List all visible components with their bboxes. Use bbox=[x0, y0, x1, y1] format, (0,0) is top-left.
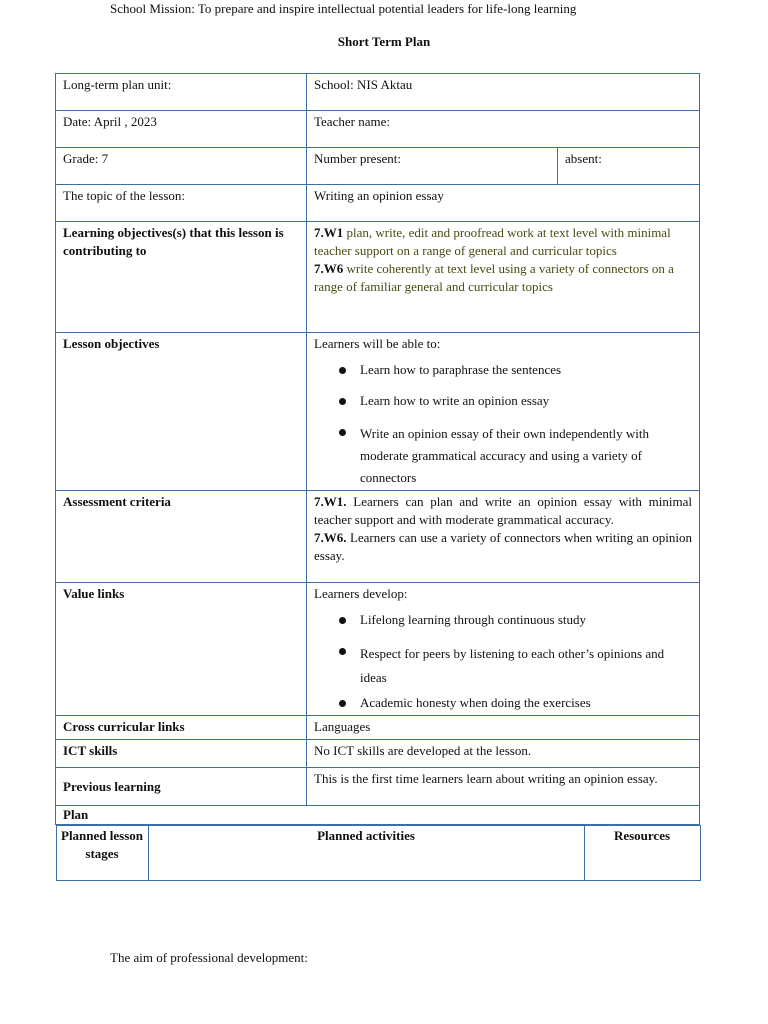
row-unit-school bbox=[56, 74, 700, 111]
lesson-objectives-label: Lesson objectives bbox=[56, 333, 307, 491]
learning-objectives-label: Learning objectives(s) that this lesson is contributing to bbox=[56, 222, 307, 333]
objective-item bbox=[314, 260, 692, 296]
row-plan-stages bbox=[56, 825, 700, 882]
cross-curricular-cell: Languages bbox=[307, 716, 700, 740]
criteria-code: 7.W1. bbox=[314, 494, 347, 509]
row-previous-learning bbox=[56, 768, 700, 806]
absent-cell: absent: bbox=[558, 148, 700, 185]
professional-development-aim: The aim of professional development: bbox=[110, 950, 308, 965]
plan-label: Plan bbox=[56, 806, 700, 825]
list-item: Lifelong learning through continuous study bbox=[336, 611, 692, 629]
criteria-item bbox=[314, 529, 692, 565]
row-date-teacher bbox=[56, 111, 700, 148]
list-item: Learn how to paraphrase the sentences bbox=[336, 361, 692, 379]
row-cross-curricular bbox=[56, 716, 700, 740]
plan-stages-wrapper bbox=[56, 825, 700, 882]
row-learning-objectives bbox=[56, 222, 700, 333]
lesson-objectives-cell bbox=[307, 333, 700, 491]
page-title: Short Term Plan bbox=[337, 34, 431, 49]
planned-lesson-stages-header: Planned lesson stages bbox=[56, 826, 148, 881]
criteria-code: 7.W6. bbox=[314, 530, 347, 545]
objective-text: write coherently at text level using a variety of connectors on a range of familiar general and curricular topics bbox=[314, 261, 674, 294]
list-item: Academic honesty when doing the exercises bbox=[336, 694, 692, 712]
objective-code: 7.W1 bbox=[314, 225, 344, 240]
row-value-links bbox=[56, 583, 700, 716]
school-cell: School: NIS Aktau bbox=[307, 74, 700, 111]
topic-label: The topic of the lesson: bbox=[56, 185, 307, 222]
resources-header: Resources bbox=[584, 826, 700, 881]
topic-cell: Writing an opinion essay bbox=[307, 185, 700, 222]
assessment-criteria-label: Assessment criteria bbox=[56, 491, 307, 583]
previous-learning-cell: This is the first time learners learn about writing an opinion essay. bbox=[307, 768, 700, 806]
unit-label: Long-term plan unit: bbox=[56, 74, 307, 111]
row-plan bbox=[56, 806, 700, 825]
objective-item bbox=[314, 224, 692, 260]
learning-objectives-cell bbox=[307, 222, 700, 333]
objective-text: plan, write, edit and proofread work at text level with minimal teacher support on a range of general and curricular topics bbox=[314, 225, 671, 258]
table-row bbox=[56, 826, 700, 881]
school-mission: School Mission: To prepare and inspire intellectual potential leaders for life-long learning bbox=[110, 1, 577, 16]
grade-cell: Grade: 7 bbox=[56, 148, 307, 185]
plan-stages-table bbox=[56, 825, 701, 881]
short-term-plan-table bbox=[55, 73, 700, 881]
teacher-cell: Teacher name: bbox=[307, 111, 700, 148]
value-links-label: Value links bbox=[56, 583, 307, 716]
date-cell: Date: April , 2023 bbox=[56, 111, 307, 148]
value-links-intro: Learners develop: bbox=[314, 586, 408, 601]
row-ict-skills bbox=[56, 740, 700, 768]
list-item: Respect for peers by listening to each other’s opinions and ideas bbox=[336, 642, 692, 690]
lesson-objectives-intro: Learners will be able to: bbox=[314, 336, 441, 351]
criteria-text: Learners can use a variety of connectors when writing an opinion essay. bbox=[314, 530, 693, 563]
previous-learning-label: Previous learning bbox=[56, 768, 307, 806]
ict-skills-label: ICT skills bbox=[56, 740, 307, 768]
criteria-item bbox=[314, 493, 692, 529]
row-lesson-objectives bbox=[56, 333, 700, 491]
lesson-objectives-list bbox=[314, 361, 692, 489]
ict-skills-cell: No ICT skills are developed at the lesson. bbox=[307, 740, 700, 768]
value-links-list bbox=[314, 611, 692, 712]
assessment-criteria-cell bbox=[307, 491, 700, 583]
row-grade bbox=[56, 148, 700, 185]
criteria-text: Learners can plan and write an opinion essay with minimal teacher support and with moderate grammatical accuracy. bbox=[314, 494, 693, 527]
list-item: Learn how to write an opinion essay bbox=[336, 392, 692, 410]
row-topic bbox=[56, 185, 700, 222]
cross-curricular-label: Cross curricular links bbox=[56, 716, 307, 740]
objective-code: 7.W6 bbox=[314, 261, 344, 276]
value-links-cell bbox=[307, 583, 700, 716]
planned-activities-header: Planned activities bbox=[148, 826, 584, 881]
number-present-cell: Number present: bbox=[307, 148, 558, 185]
list-item: Write an opinion essay of their own independently with moderate grammatical accuracy and using a variety of connectors bbox=[336, 423, 692, 489]
row-assessment-criteria bbox=[56, 491, 700, 583]
